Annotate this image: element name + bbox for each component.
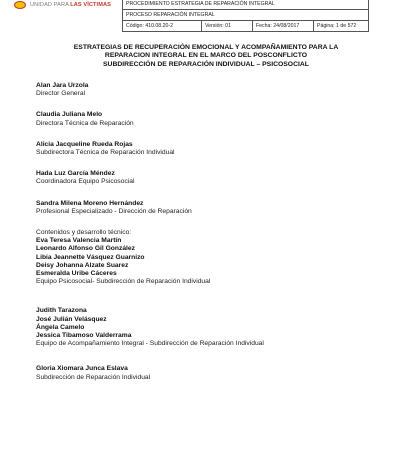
support-team-block	[36, 307, 376, 348]
team-member-name: Judith Tarazona	[36, 307, 87, 315]
team-member-name: Eva Teresa Valencia Martín	[36, 237, 122, 245]
logo-text: UNIDAD PARA LAS VÍCTIMAS	[30, 2, 111, 8]
seal-icon	[14, 1, 26, 9]
credit-role: Subdirectora Técnica de Reparación Individual	[36, 148, 175, 156]
credit-name: Alicia Jacqueline Rueda Rojas	[36, 140, 133, 148]
team-member-name: Ángela Camelo	[36, 323, 85, 331]
credit-block	[36, 200, 376, 216]
process-cell: PROCESO REPARACIÓN INTEGRAL	[123, 10, 369, 21]
team-member-name: Leonardo Alfonso Gil González	[36, 245, 135, 253]
credit-name: Sandra Milena Moreno Hernández	[36, 199, 144, 207]
credit-block	[36, 365, 376, 381]
logo	[0, 0, 122, 10]
page-cell: Página: 1 de 572	[314, 21, 369, 32]
document-title: ESTRATEGIAS DE RECUPERACIÓN EMOCIONAL Y ACOMPAÑAMIENTO PARA LA REPARACION INTEGRAL EN EL MARCO DEL POSCONFLICTO SUBDIRECCIÓN DE REPARACIÓN INDIVIDUAL – PSICOSOCIAL	[73, 44, 339, 68]
document-control-table	[122, 0, 369, 32]
credit-role: Directora Técnica de Reparación	[36, 119, 134, 127]
team-member-name: Jessica Tibamoso Valderrama	[36, 331, 132, 339]
version-cell: Versión: 01	[202, 21, 253, 32]
credit-block	[36, 111, 376, 127]
credit-name: Hada Luz García Méndez	[36, 170, 115, 178]
content-team-heading: Contenidos y desarrollo técnico:	[36, 228, 132, 236]
credit-role: Director General	[36, 90, 86, 98]
team-member-name: Libia Jeannette Vásquez Guarnizo	[36, 253, 145, 261]
credit-role: Subdirección de Reparación Individual	[36, 373, 151, 381]
procedure-cell: PROCEDIMIENTO ESTRATEGIA DE REPARACIÓN INTEGRAL	[123, 0, 369, 10]
credit-block	[36, 170, 376, 186]
credit-name: Claudia Juliana Melo	[36, 111, 103, 119]
credit-role: Coordinadora Equipo Psicosocial	[36, 178, 135, 186]
team-member-name: José Julián Velásquez	[36, 315, 107, 323]
support-team-role: Equipo de Acompañamiento Integral - Subdirección de Reparación Individual	[36, 340, 264, 348]
document-header	[0, 0, 400, 34]
credit-name: Gloria Xiomara Junca Eslava	[36, 365, 128, 373]
code-cell: Código: 410.08.20-2	[123, 21, 202, 32]
credit-block	[36, 82, 376, 98]
credit-name: Alan Jara Urzola	[36, 81, 89, 89]
document-body	[36, 44, 376, 395]
date-cell: Fecha: 24/08/2017	[253, 21, 314, 32]
credit-role: Profesional Especializado - Dirección de Reparación	[36, 207, 192, 215]
team-member-name: Esmeralda Uribe Cáceres	[36, 269, 117, 277]
content-team-role: Equipo Psicosocial- Subdirección de Reparación Individual	[36, 278, 211, 286]
content-team-block	[36, 229, 376, 286]
credit-block	[36, 141, 376, 157]
team-member-name: Deisy Johanna Alzate Suarez	[36, 261, 129, 269]
